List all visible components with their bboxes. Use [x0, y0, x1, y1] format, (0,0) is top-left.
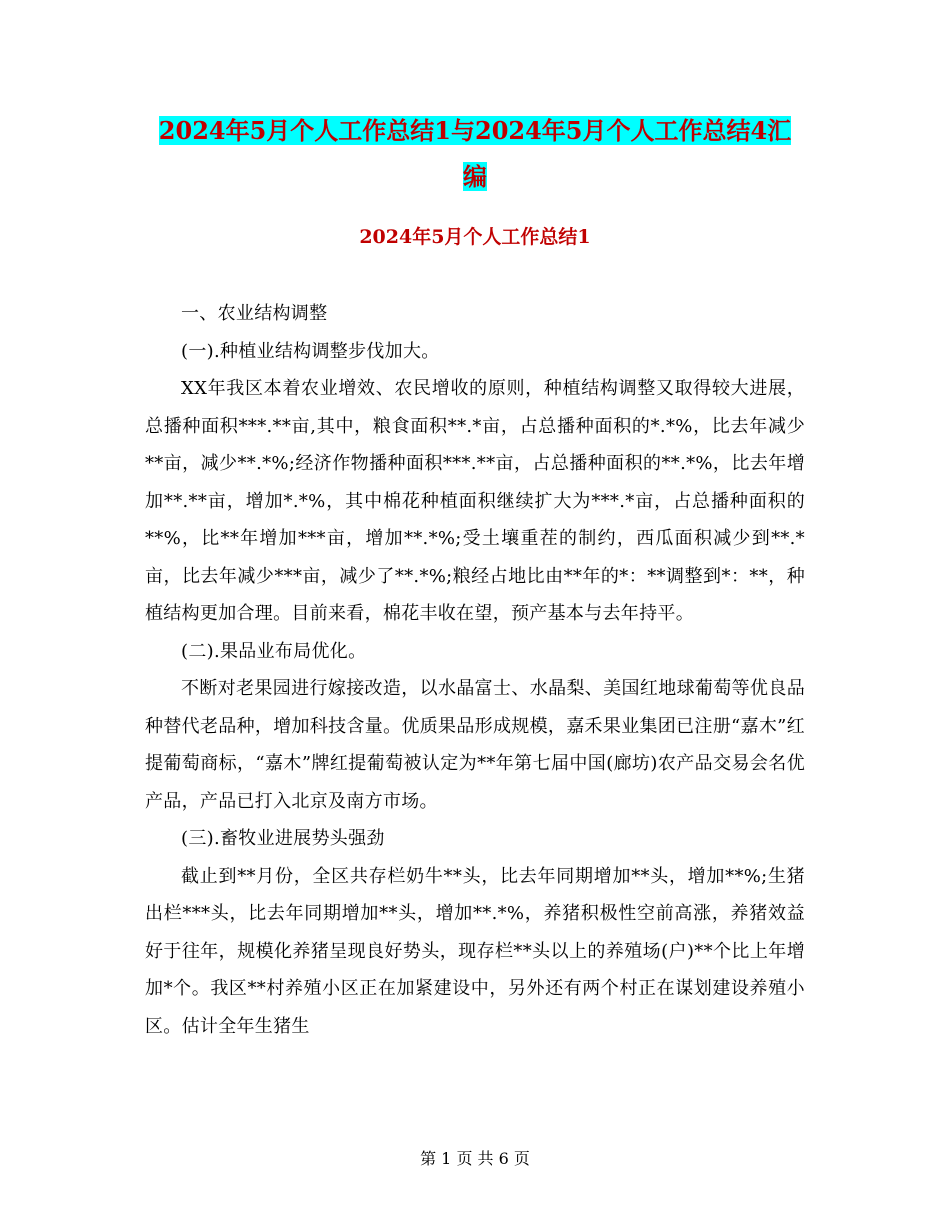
paragraph-planting: XX年我区本着农业增效、农民增收的原则，种植结构调整又取得较大进展，总播种面积***.**亩,其中，粮食面积**.*亩，占总播种面积的*.*%，比去年减少**亩，减少**.*%;经济作物播种面积***.**亩，占总播种面积的**.*%，比去年增加**.**亩，增加*.*%，其中棉花种植面积继续扩大为***.*亩，占总播种面积的**%，比**年增加***亩，增加**.*%;受土壤重茬的制约，西瓜面积减少到**.*亩，比去年减少***亩，减少了**.*%;粮经占地比由**年的*：**调整到*：**，种植结构更加合理。目前来看，棉花丰收在望，预产基本与去年持平。 — [145, 378, 805, 624]
document-body — [145, 295, 805, 1045]
section-title: 2024年5月个人工作总结1 — [359, 226, 591, 248]
page-footer: 第 1 页 共 6 页 — [420, 1149, 530, 1168]
paragraph-fruit: 不断对老果园进行嫁接改造，以水晶富士、水晶梨、美国红地球葡萄等优良品种替代老品种，增加科技含量。优质果品形成规模，嘉禾果业集团已注册“嘉木”红提葡萄商标，“嘉木”牌红提葡萄被认定为**年第七届中国(廊坊)农产品交易会名优产品，产品已打入北京及南方市场。 — [145, 678, 805, 812]
subheading-fruit: (二).果品业布局优化。 — [181, 640, 367, 662]
subheading-livestock: (三).畜牧业进展势头强劲 — [181, 828, 385, 849]
subheading-planting: (一).种植业结构调整步伐加大。 — [181, 340, 440, 362]
document-title — [150, 108, 800, 200]
paragraph-livestock: 截止到**月份，全区共存栏奶牛**头，比去年同期增加**头，增加**%;生猪出栏***头，比去年同期增加**头，增加**.*%，养猪积极性空前高涨，养猪效益好于往年，规模化养猪呈现良好势头，现存栏**头以上的养殖场(户)**个比上年增加*个。我区**村养殖小区正在加紧建设中，另外还有两个村正在谋划建设养殖小区。估计全年生猪生 — [145, 865, 805, 1037]
heading-agriculture-structure: 一、农业结构调整 — [181, 303, 328, 324]
document-title-text: 2024年5月个人工作总结1与2024年5月个人工作总结4汇编 — [158, 116, 792, 191]
